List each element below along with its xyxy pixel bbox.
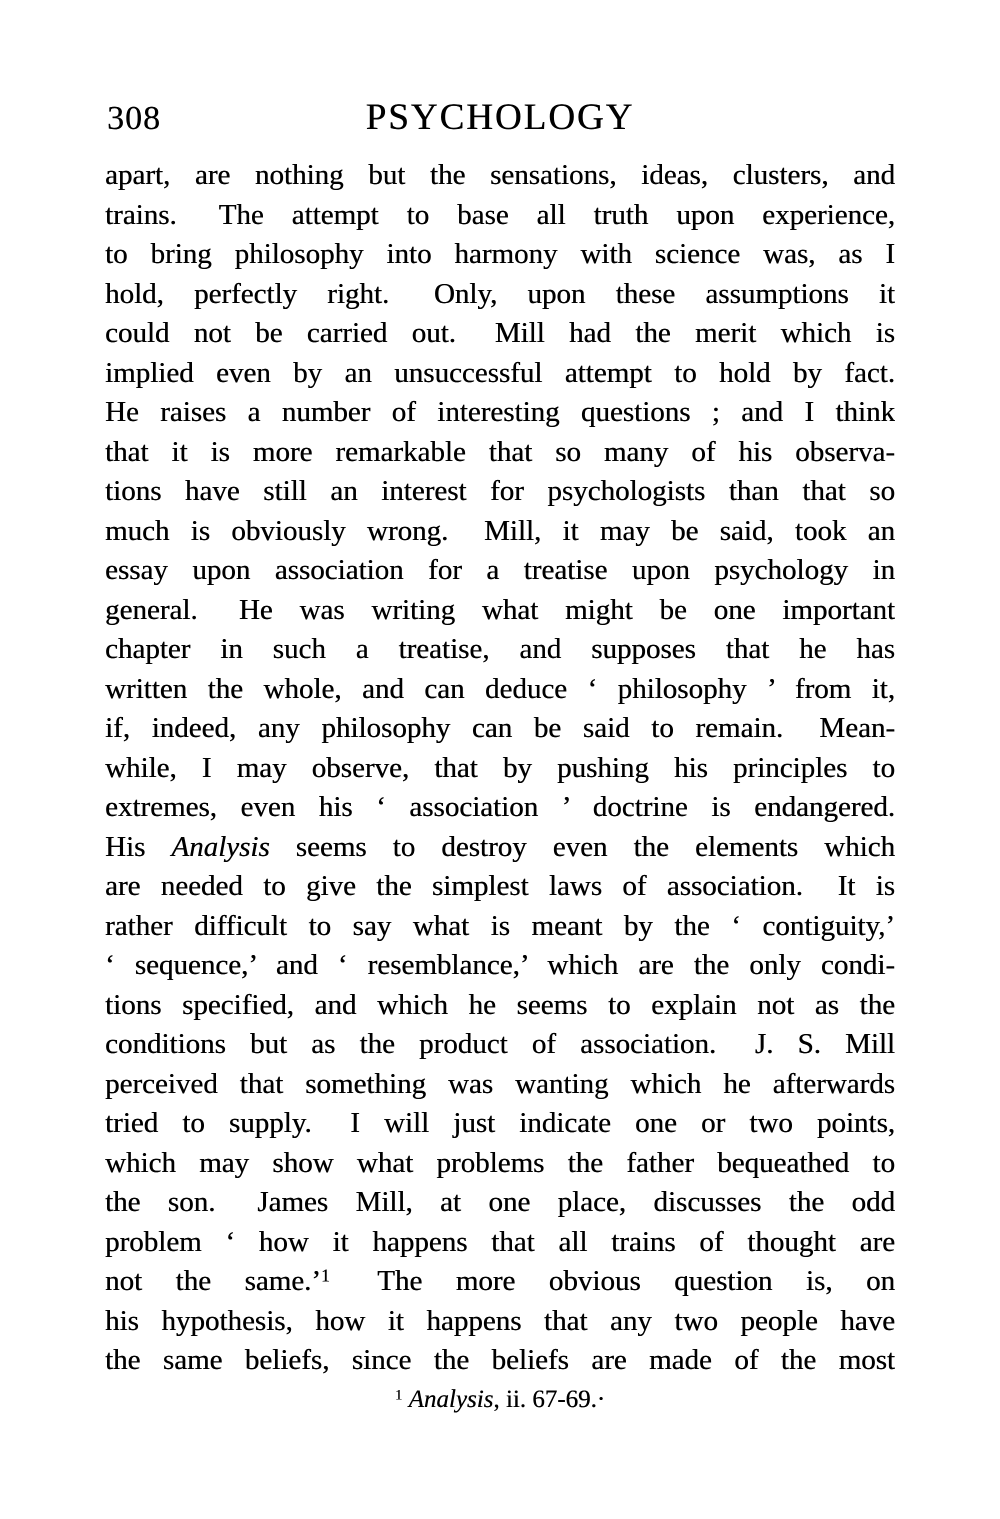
text-line [105,749,895,789]
text-line [105,551,895,591]
text-line [105,946,895,986]
text-segment: his hypothesis, how it happens that any two people have [105,1304,895,1337]
text-line [105,591,895,631]
text-line [105,393,895,433]
body-text [105,156,895,1381]
text-segment: rather difficult to say what is meant by the ‘ contiguity,’ [105,909,895,942]
text-line [105,986,895,1026]
text-segment: are needed to give the simplest laws of association. It is [105,870,895,902]
text-line [105,1183,895,1223]
page-number: 308 [107,100,161,137]
text-line [105,709,895,749]
text-segment: problem ‘ how it happens that all trains of thought are [105,1225,895,1258]
italic-text-segment: Analysis [171,830,270,863]
text-line [105,235,895,275]
text-line [105,196,895,236]
text-segment: to bring philosophy into harmony with science was, as I [105,238,895,270]
footnote-marker: 1 [394,1387,403,1404]
text-line [105,1341,895,1381]
text-segment: could not be carried out. Mill had the merit which is [105,317,895,349]
text-line [105,828,895,868]
text-segment: ‘ sequence,’ and ‘ resemblance,’ which are the only condi- [105,949,895,981]
page-header [105,94,895,138]
text-segment: the son. James Mill, at one place, discusses the odd [105,1186,895,1218]
text-line [105,1262,895,1302]
text-segment: , ii. 67-69.· [493,1386,606,1413]
text-line [105,472,895,512]
footnote-marker: 1 [320,1265,330,1286]
text-line [105,1104,895,1144]
text-line [105,1223,895,1263]
text-segment: general. He was writing what might be one important [105,593,895,626]
text-line [105,907,895,947]
text-segment: essay upon association for a treatise upon psychology in [105,554,895,586]
text-segment: implied even by an unsuccessful attempt to hold by fact. [105,356,895,389]
text-segment: trains. The attempt to base all truth upon experience, [105,198,895,231]
text-segment: tions have still an interest for psychologists than that so [105,475,895,507]
running-title: PSYCHOLOGY [365,97,635,138]
text-line [105,354,895,394]
text-segment: much is obviously wrong. Mill, it may be said, took an [105,514,895,547]
text-line [105,275,895,315]
text-segment: which may show what problems the father bequeathed to [105,1146,895,1179]
text-segment: hold, perfectly right. Only, upon these assumptions it [105,277,895,310]
text-line [105,630,895,670]
text-segment: that it is more remarkable that so many of his observa- [105,435,895,468]
footnote [105,1382,895,1418]
text-line [105,788,895,828]
text-segment: His [105,830,172,863]
text-segment: extremes, even his ‘ association ’ doctrine is endangered. [105,791,895,823]
text-segment: if, indeed, any philosophy can be said to remain. Mean- [105,712,895,744]
text-line [105,314,895,354]
text-segment: written the whole, and can deduce ‘ philosophy ’ from it, [105,672,895,705]
text-line [105,670,895,710]
text-segment: tions specified, and which he seems to explain not as the [105,988,895,1021]
text-segment: conditions but as the product of association. J. S. Mill [105,1028,895,1060]
text-segment: tried to supply. I will just indicate one or two points, [105,1107,895,1139]
text-line [105,1302,895,1342]
text-segment: The more obvious question is, on [329,1265,895,1297]
text-segment: chapter in such a treatise, and supposes that he has [105,633,895,665]
italic-text-segment: Analysis [408,1386,494,1413]
text-line [105,156,895,196]
text-segment: while, I may observe, that by pushing his principles to [105,751,895,784]
text-line [105,1144,895,1184]
text-line [105,1065,895,1105]
text-line [105,512,895,552]
text-segment: perceived that something was wanting which he afterwards [105,1067,895,1100]
text-segment: apart, are nothing but the sensations, ideas, clusters, and [105,159,895,191]
text-segment: the same beliefs, since the beliefs are made of the most [105,1344,895,1376]
text-segment: not the same.’ [105,1265,321,1297]
text-line [105,1025,895,1065]
text-line [105,433,895,473]
text-line [105,867,895,907]
text-segment: seems to destroy even the elements which [269,830,895,863]
text-segment: He raises a number of interesting questions ; and I think [105,396,895,428]
